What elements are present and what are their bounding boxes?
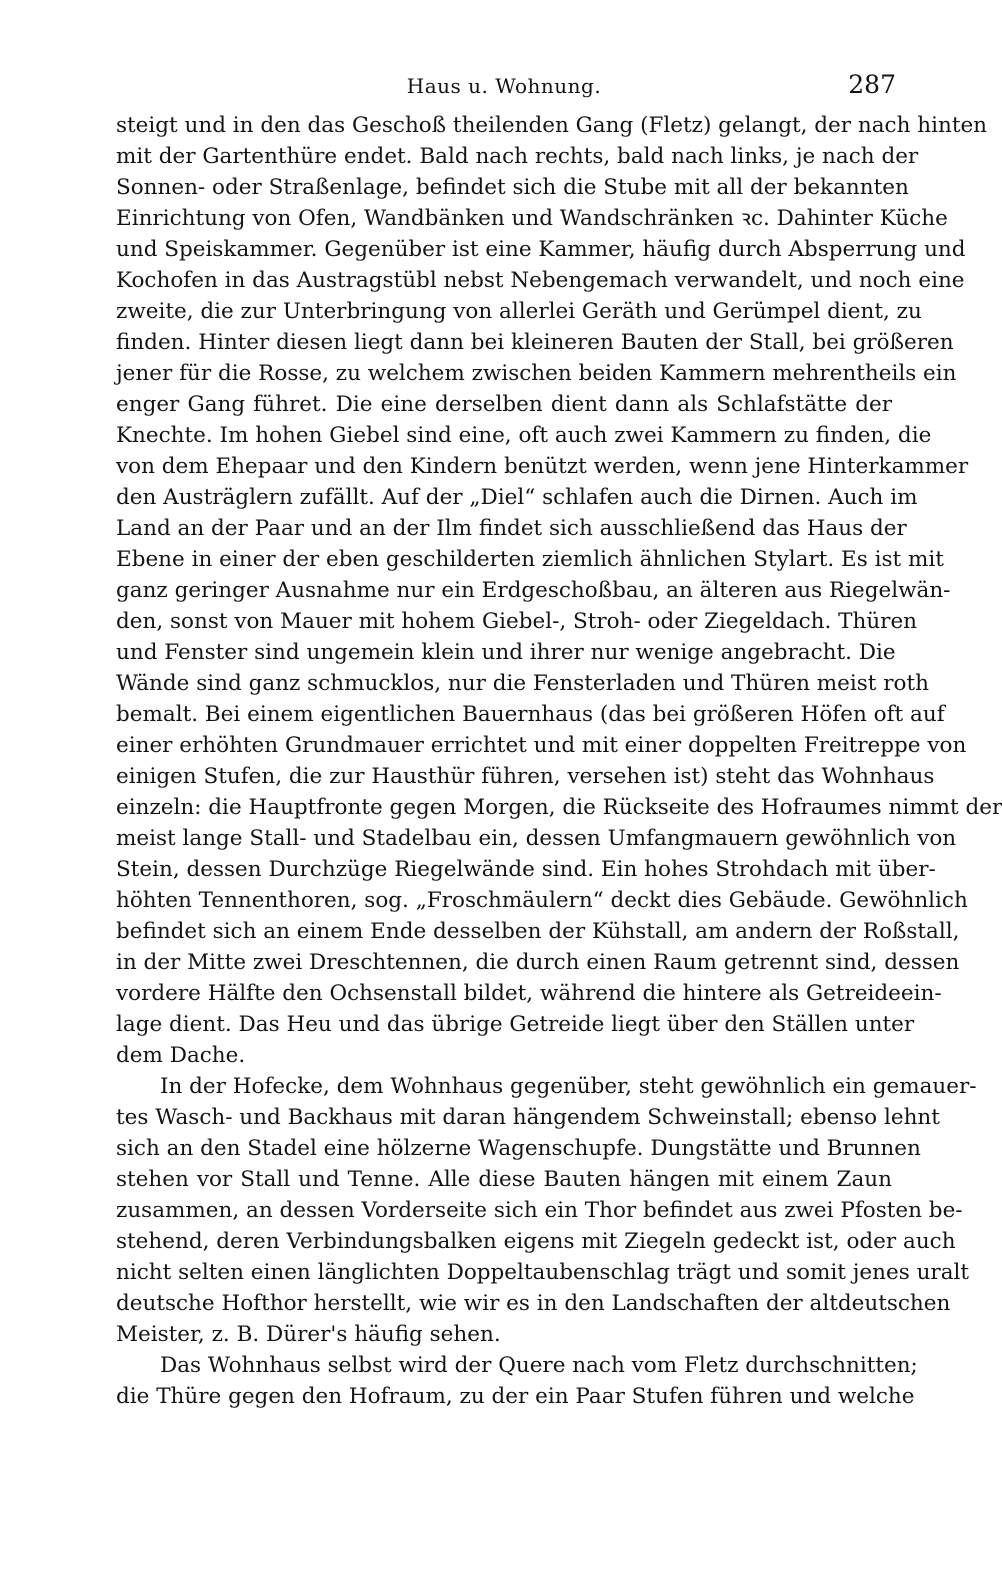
text-line: befindet sich an einem Ende desselben der Kühstall, am andern der Roßstall, xyxy=(116,919,960,944)
text-line: ganz geringer Ausnahme nur ein Erdgeschoßbau, an älteren aus Riegelwän- xyxy=(116,578,951,603)
text-line: den Austräglern zufällt. Auf der „Diel“ schlafen auch die Dirnen. Auch im xyxy=(116,485,918,510)
text-line: zusammen, an dessen Vorderseite sich ein Thor befindet aus zwei Pfosten be- xyxy=(116,1198,963,1223)
text-line: sich an den Stadel eine hölzerne Wagenschupfe. Dungstätte und Brunnen xyxy=(116,1136,921,1161)
text-line: Ebene in einer der eben geschilderten ziemlich ähnlichen Stylart. Es ist mit xyxy=(116,547,944,572)
text-line: einzeln: die Hauptfronte gegen Morgen, die Rückseite des Hofraumes nimmt der xyxy=(116,795,1002,820)
text-line: steigt und in den das Geschoß theilenden Gang (Fletz) gelangt, der nach hinten xyxy=(116,113,988,138)
text-line: Wände sind ganz schmucklos, nur die Fensterladen und Thüren meist roth xyxy=(116,671,929,696)
text-line: einer erhöhten Grundmauer errichtet und mit einer doppelten Freitreppe von xyxy=(116,733,967,758)
text-line: Einrichtung von Ofen, Wandbänken und Wandschränken ꝛc. Dahinter Küche xyxy=(116,206,948,231)
text-line: mit der Gartenthüre endet. Bald nach rechts, bald nach links, je nach der xyxy=(116,144,919,169)
text-line: stehen vor Stall und Tenne. Alle diese Bauten hängen mit einem Zaun xyxy=(116,1167,892,1192)
running-title: Haus u. Wohnung. xyxy=(406,74,602,98)
paragraph-3 xyxy=(116,1350,918,1412)
text-line: Kochofen in das Austragstübl nebst Nebengemach verwandelt, und noch eine xyxy=(116,268,965,293)
text-line: und Speiskammer. Gegenüber ist eine Kammer, häufig durch Absperrung und xyxy=(116,237,966,262)
text-line: Das Wohnhaus selbst wird der Quere nach vom Fletz durchschnitten; xyxy=(160,1353,918,1378)
text-line: den, sonst von Mauer mit hohem Giebel-, Stroh- oder Ziegeldach. Thüren xyxy=(116,609,918,634)
text-line: in der Mitte zwei Dreschtennen, die durch einen Raum getrennt sind, dessen xyxy=(116,950,960,975)
book-page xyxy=(116,70,1002,1412)
body-text xyxy=(116,110,1002,1412)
text-line: vordere Hälfte den Ochsenstall bildet, während die hintere als Getreideein- xyxy=(116,981,942,1006)
text-line: Stein, dessen Durchzüge Riegelwände sind. Ein hohes Strohdach mit über- xyxy=(116,857,936,882)
text-line: meist lange Stall- und Stadelbau ein, dessen Umfangmauern gewöhnlich von xyxy=(116,826,957,851)
text-line: stehend, deren Verbindungsbalken eigens mit Ziegeln gedeckt ist, oder auch xyxy=(116,1229,956,1254)
page-number: 287 xyxy=(848,70,896,99)
text-line: bemalt. Bei einem eigentlichen Bauernhaus (das bei größeren Höfen oft auf xyxy=(116,702,945,727)
text-line: enger Gang führet. Die eine derselben dient dann als Schlafstätte der xyxy=(116,392,892,417)
text-line: deutsche Hofthor herstellt, wie wir es in den Landschaften der altdeutschen xyxy=(116,1291,951,1316)
text-line: von dem Ehepaar und den Kindern benützt werden, wenn jene Hinterkammer xyxy=(116,454,969,479)
text-line: zweite, die zur Unterbringung von allerlei Geräth und Gerümpel dient, zu xyxy=(116,299,922,324)
page-header xyxy=(116,70,896,110)
text-line: nicht selten einen länglichten Doppeltaubenschlag trägt und somit jenes uralt xyxy=(116,1260,970,1285)
text-line: Knechte. Im hohen Giebel sind eine, oft auch zwei Kammern zu finden, die xyxy=(116,423,932,448)
text-line: die Thüre gegen den Hofraum, zu der ein Paar Stufen führen und welche xyxy=(116,1384,915,1409)
text-line: tes Wasch- und Backhaus mit daran hängendem Schweinstall; ebenso lehnt xyxy=(116,1105,940,1130)
paragraph-1 xyxy=(116,110,1002,1071)
text-line: Meister, z. B. Dürer's häufig sehen. xyxy=(116,1322,501,1347)
text-line: Land an der Paar und an der Ilm findet sich ausschließend das Haus der xyxy=(116,516,907,541)
text-line: und Fenster sind ungemein klein und ihrer nur wenige angebracht. Die xyxy=(116,640,896,665)
text-line: lage dient. Das Heu und das übrige Getreide liegt über den Ställen unter xyxy=(116,1012,915,1037)
text-line: finden. Hinter diesen liegt dann bei kleineren Bauten der Stall, bei größeren xyxy=(116,330,954,355)
text-line: In der Hofecke, dem Wohnhaus gegenüber, steht gewöhnlich ein gemauer- xyxy=(160,1074,977,1099)
text-line: höhten Tennenthoren, sog. „Froschmäulern“ deckt dies Gebäude. Gewöhnlich xyxy=(116,888,968,913)
text-line: Sonnen- oder Straßenlage, befindet sich die Stube mit all der bekannten xyxy=(116,175,909,200)
paragraph-2 xyxy=(116,1071,977,1350)
text-line: jener für die Rosse, zu welchem zwischen beiden Kammern mehrentheils ein xyxy=(116,361,957,386)
text-line: dem Dache. xyxy=(116,1043,246,1068)
text-line: einigen Stufen, die zur Hausthür führen, versehen ist) steht das Wohnhaus xyxy=(116,764,935,789)
